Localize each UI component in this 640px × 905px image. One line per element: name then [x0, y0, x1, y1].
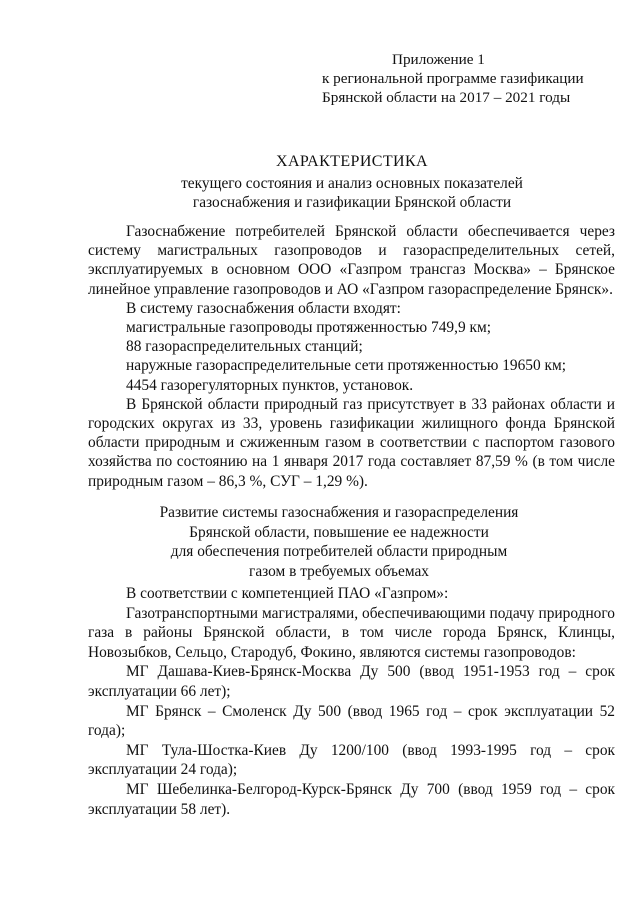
appendix-number: Приложение 1 — [392, 51, 485, 68]
pipeline-item-2: МГ Брянск – Смоленск Ду 500 (ввод 1965 год – срок эксплуатации 52 года); — [88, 702, 615, 740]
appendix-region-line: Брянской области на 2017 – 2021 годы — [322, 89, 571, 106]
appendix-program-line: к региональной программе газификации — [322, 70, 584, 87]
intro-list-item-4: 4454 газорегуляторных пунктов, установок. — [126, 376, 414, 394]
intro-list-item-2: 88 газораспределительных станций; — [126, 338, 363, 356]
section-text — [88, 584, 615, 819]
section-heading-line-2: Брянской области, повышение ее надежности — [189, 523, 489, 541]
intro-paragraph-2: В систему газоснабжения области входят: — [126, 299, 401, 317]
intro-list-item-1: магистральные газопроводы протяженностью 749,9 км; — [126, 319, 491, 337]
section-heading-line-4: газом в требуемых объемах — [249, 562, 429, 580]
section-paragraph-2: Газотранспортными магистралями, обеспечивающими подачу природного газа в районы Брянской области, в том числе города Брянск, Клинцы, Новозыбков, Сельцо, Стародуб, Фокино, являются системы газопроводов: — [88, 604, 615, 661]
section-heading — [89, 503, 589, 581]
intro-text — [88, 222, 615, 491]
pipeline-item-3: МГ Тула-Шостка-Киев Ду 1200/100 (ввод 1993-1995 год – срок эксплуатации 24 года); — [88, 741, 615, 779]
pipeline-item-4: МГ Шебелинка-Белгород-Курск-Брянск Ду 700 (ввод 1959 год – срок эксплуатации 58 лет). — [88, 780, 615, 818]
appendix-header — [322, 50, 622, 107]
section-paragraph-1: В соответствии с компетенцией ПАО «Газпром»: — [126, 585, 449, 602]
section-heading-line-3: для обеспечения потребителей области природным — [170, 543, 508, 561]
title-main: ХАРАКТЕРИСТИКА — [275, 153, 428, 170]
intro-list-item-3: наружные газораспределительные сети протяженностью 19650 км; — [126, 357, 567, 375]
pipeline-item-1: МГ Дашава-Киев-Брянск-Москва Ду 500 (ввод 1951-1953 год – срок эксплуатации 66 лет); — [88, 663, 615, 700]
title-subtitle-1: текущего состояния и анализ основных показателей — [181, 175, 523, 192]
intro-paragraph-3: В Брянской области природный газ присутствует в 33 районах области и городских округах из 33, уровень газификации жилищного фонда Брянской области природным и сжиженным газом в соответствии с паспортом газового хозяйства по состоянию на 1 января 2017 года составляет 87,59 % (в том числе природным газом – 86,3 %, СУГ – 1,29 %). — [88, 395, 615, 490]
document-title — [89, 152, 615, 212]
title-subtitle-2: газоснабжения и газификации Брянской области — [192, 194, 512, 211]
section-heading-line-1: Развитие системы газоснабжения и газораспределения — [159, 504, 519, 521]
intro-paragraph-1: Газоснабжение потребителей Брянской области обеспечивается через систему магистральных газопроводов и газораспределительных сетей, эксплуатируемых в основном ООО «Газпром трансгаз Москва» – Брянское линейное управление газопроводов и АО «Газпром газораспределение Брянск». — [88, 223, 615, 298]
